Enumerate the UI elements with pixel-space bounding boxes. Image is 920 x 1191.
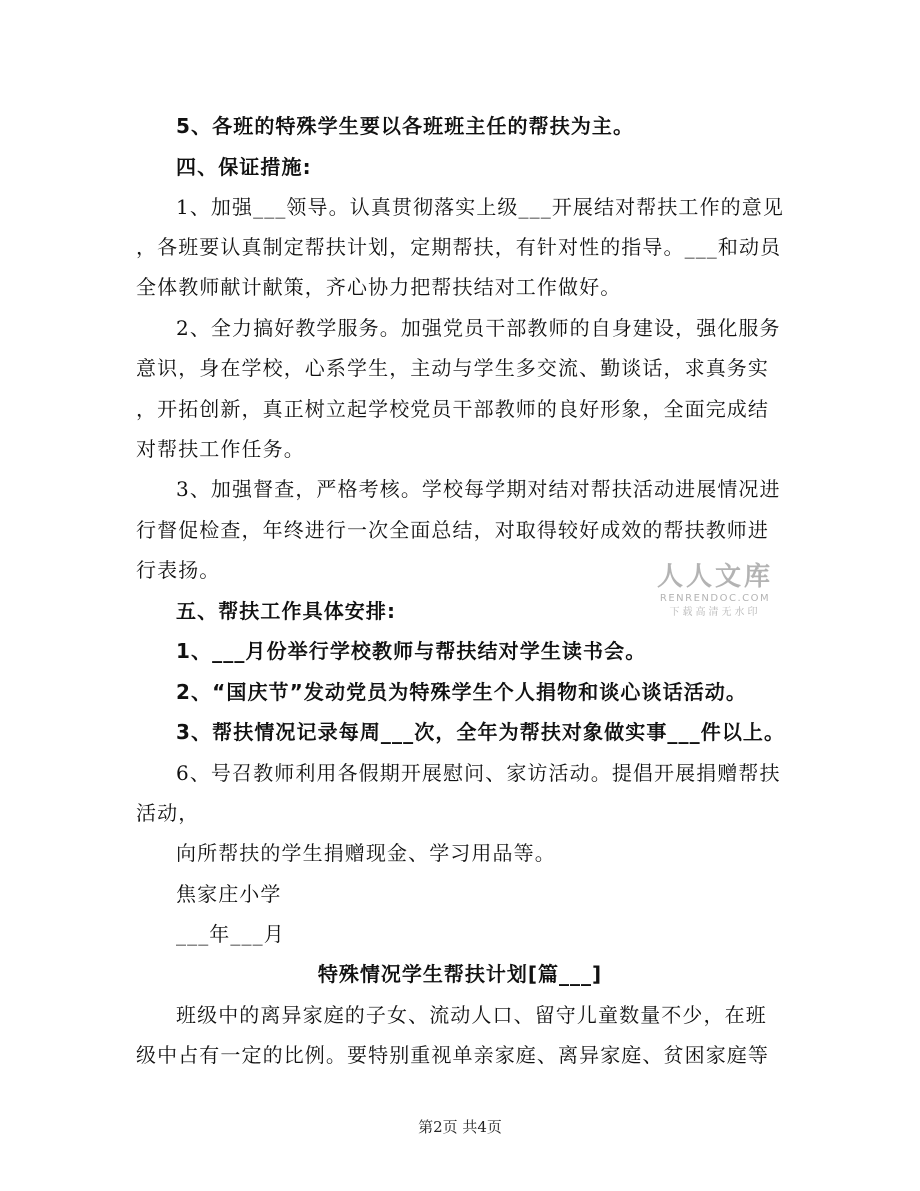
watermark-logo	[655, 562, 775, 619]
section-heading: 四、保证措施:	[176, 155, 312, 179]
text-line: 行表扬。	[136, 558, 221, 582]
page-number: 第2页 共4页	[418, 1118, 502, 1136]
text-line: 3、加强督查，严格考核。学校每学期对结对帮扶活动进展情况进	[176, 477, 781, 501]
text-line: 3、帮扶情况记录每周___次，全年为帮扶对象做实事___件以上。	[176, 720, 786, 744]
text-line: 对帮扶工作任务。	[136, 437, 305, 461]
text-line: 2、“国庆节”发动党员为特殊学生个人捐物和谈心谈话活动。	[176, 680, 748, 704]
text-line: 2、全力搞好教学服务。加强党员干部教师的自身建设，强化服务	[176, 316, 781, 340]
text-line: 班级中的离异家庭的子女、流动人口、留守儿童数量不少，在班	[176, 1003, 767, 1027]
watermark-text: 人人文库	[656, 562, 773, 592]
plan-title: 特殊情况学生帮扶计划[篇___]	[317, 962, 603, 986]
text-line: ，开拓创新，真正树立起学校党员干部教师的良好形象，全面完成结	[136, 397, 769, 421]
text-line: 行督促检查，年终进行一次全面总结，对取得较好成效的帮扶教师进	[136, 518, 769, 542]
text-line: 1、___月份举行学校教师与帮扶结对学生读书会。	[176, 639, 647, 663]
text-line: ，各班要认真制定帮扶计划，定期帮扶，有针对性的指导。___和动员	[136, 235, 782, 259]
signature-date: ___年___月	[176, 922, 285, 946]
watermark-url: RENRENDOC.COM	[659, 593, 771, 604]
watermark-subtitle: 下载高清无水印	[669, 607, 761, 618]
text-line: 5、各班的特殊学生要以各班班主任的帮扶为主。	[176, 114, 635, 138]
section-heading: 五、帮扶工作具体安排:	[176, 599, 397, 623]
text-line: 意识，身在学校，心系学生，主动与学生多交流、勤谈话，求真务实	[136, 356, 769, 380]
signature-school: 焦家庄小学	[176, 882, 282, 906]
text-line: 6、号召教师利用各假期开展慰问、家访活动。提倡开展捐赠帮扶	[176, 761, 781, 785]
text-line: 全体教师献计献策，齐心协力把帮扶结对工作做好。	[136, 275, 622, 299]
text-line: 向所帮扶的学生捐赠现金、学习用品等。	[176, 841, 556, 865]
text-line: 级中占有一定的比例。要特别重视单亲家庭、离异家庭、贫困家庭等	[136, 1043, 769, 1067]
text-line: 1、加强___领导。认真贯彻落实上级___开展结对帮扶工作的意见	[176, 195, 784, 219]
text-line: 活动，	[136, 801, 200, 825]
